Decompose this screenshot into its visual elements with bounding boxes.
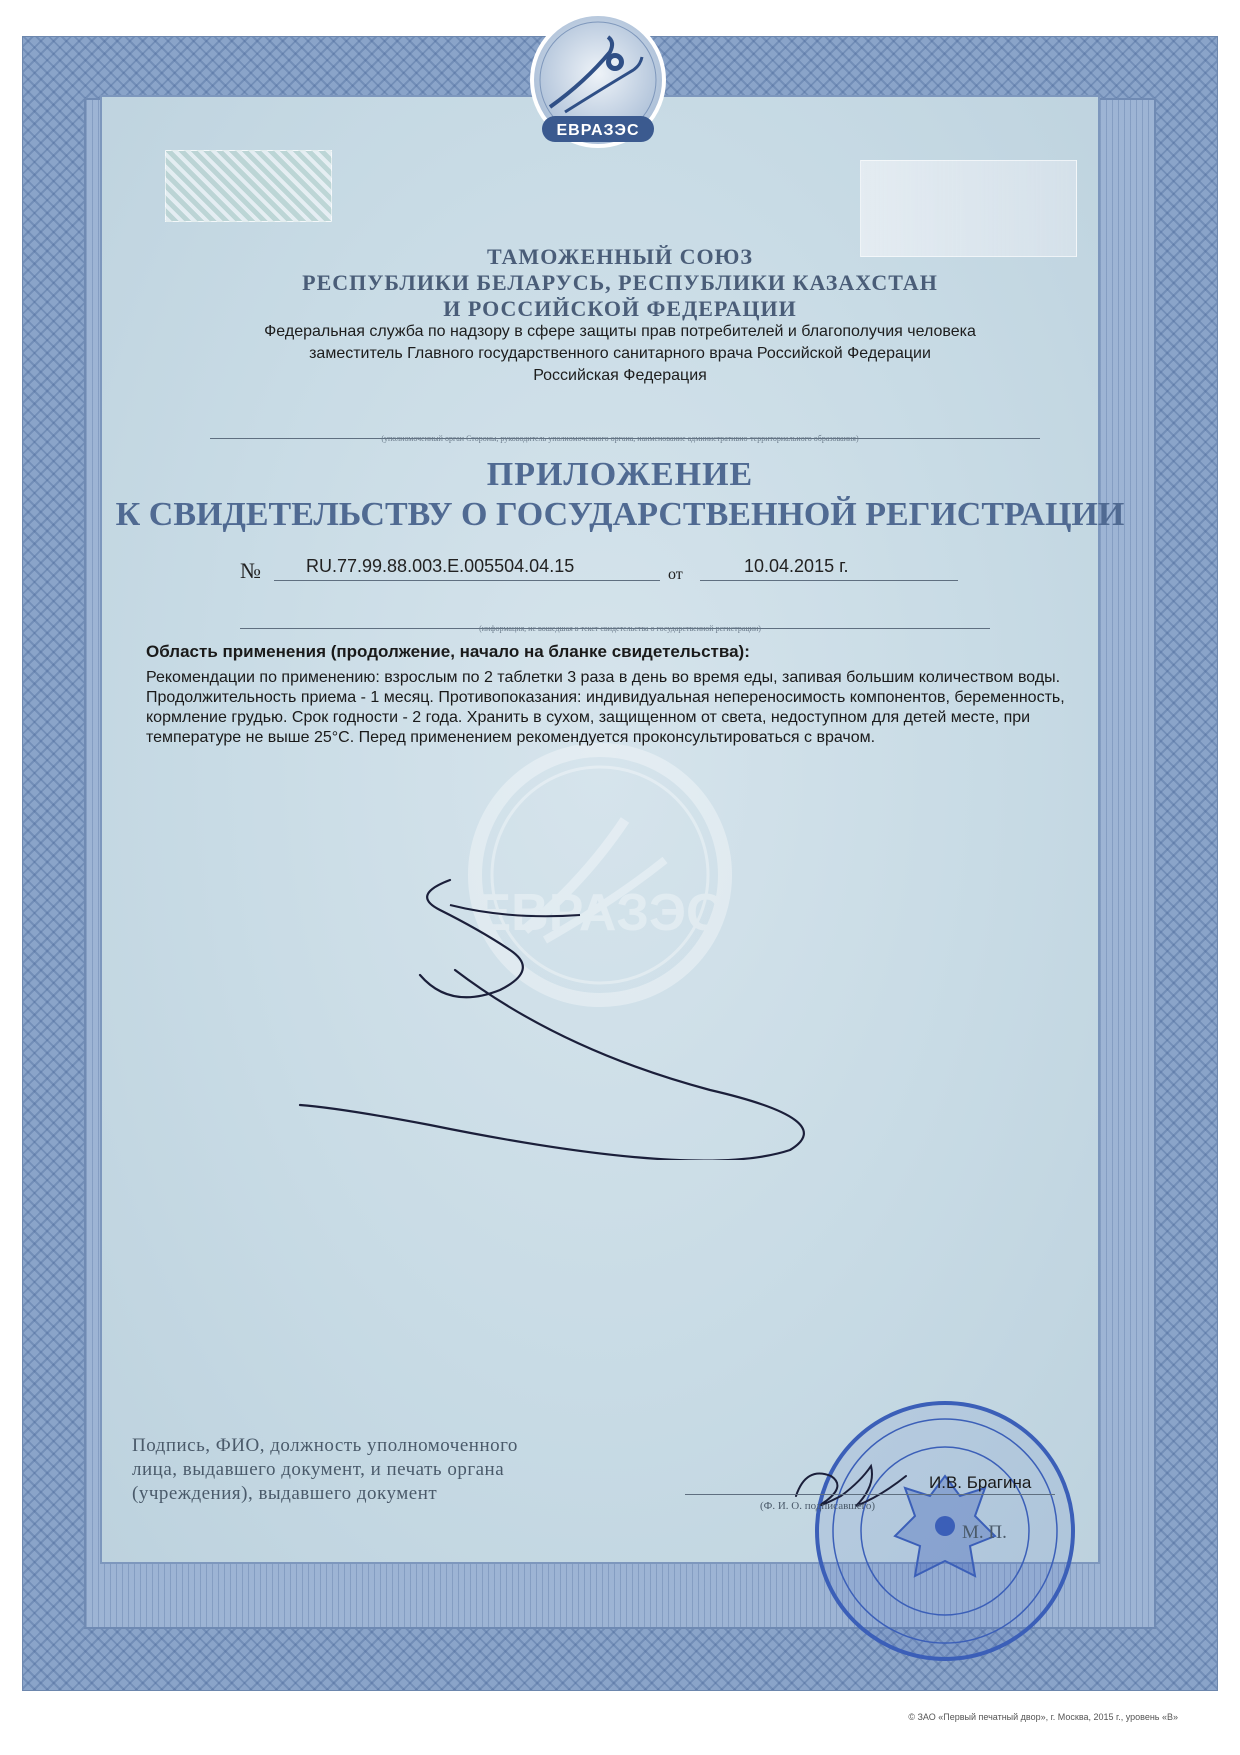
union-title-line1: ТАМОЖЕННЫЙ СОЮЗ [486, 244, 754, 269]
hologram-patch-right [860, 160, 1077, 257]
authority-line3: Российская Федерация [533, 367, 707, 384]
eurasec-emblem [490, 12, 706, 162]
signer-underline [685, 1494, 1055, 1495]
application-heading: Область применения (продолжение, начало на бланке свидетельства): [146, 642, 750, 661]
doc-title-line1: ПРИЛОЖЕНИЕ [486, 456, 754, 493]
signer-name: И.В. Брагина [929, 1473, 1032, 1492]
registration-row [0, 552, 1240, 592]
stamp-mark: М. П. [962, 1522, 1007, 1543]
registration-number: RU.77.99.88.003.E.005504.04.15 [306, 556, 575, 576]
number-sign: № [240, 558, 261, 583]
signature-caption-line3: (учреждения), выдавшего документ [132, 1483, 438, 1504]
printer-footer: © ЗАО «Первый печатный двор», г. Москва, 2015 г., уровень «В» [908, 1712, 1178, 1722]
signature-caption-line2: лица, выдавшего документ, и печать органа [132, 1459, 505, 1480]
union-title-line3: И РОССИЙСКОЙ ФЕДЕРАЦИИ [443, 296, 797, 321]
authority-caption: (уполномоченный орган Стороны, руководитель уполномоченного органа, наименование административно-территориального образования) [381, 434, 859, 443]
signature-caption-line1: Подпись, ФИО, должность уполномоченного [132, 1435, 518, 1456]
info-caption: (информация, не вошедшая в текст свидетельства о государственной регистрации) [479, 624, 761, 633]
application-text: Рекомендации по применению: взрослым по 2 таблетки 3 раза в день во время еды, запивая большим количеством воды. Продолжительность приема - 1 месяц. Противопоказания: индивидуальная непереносимость компонентов, беременность, кормление грудью. Срок годности - 2 года. Хранить в сухом, защищенном от света, недоступном для детей месте, при температуре не выше 25°С. Перед применением рекомендуется проконсультироваться с врачом. [146, 669, 1065, 746]
signature-caption [132, 1434, 652, 1506]
registration-date: 10.04.2015 г. [744, 556, 849, 576]
from-label: от [668, 566, 683, 583]
fio-caption: (Ф. И. О. подписавшего) [760, 1500, 876, 1512]
number-underline [274, 580, 660, 581]
signer-signature [786, 1456, 916, 1526]
official-seal [810, 1396, 1080, 1666]
authority-line1: Федеральная служба по надзору в сфере защиты прав потребителей и благополучия человека [264, 323, 976, 340]
date-underline [700, 580, 958, 581]
watermark-label: ЕВРАЗЭС [476, 884, 724, 942]
authority-line2: заместитель Главного государственного санитарного врача Российской Федерации [309, 345, 931, 362]
hologram-strip-left [165, 150, 332, 222]
union-title-line2: РЕСПУБЛИКИ БЕЛАРУСЬ, РЕСПУБЛИКИ КАЗАХСТАН [302, 270, 938, 295]
emblem-label: ЕВРАЗЭС [556, 122, 640, 139]
application-area [146, 642, 1096, 748]
doc-title-line2: К СВИДЕТЕЛЬСТВУ О ГОСУДАРСТВЕННОЙ РЕГИСТРАЦИИ [115, 496, 1125, 533]
large-signature-stroke [280, 860, 840, 1160]
